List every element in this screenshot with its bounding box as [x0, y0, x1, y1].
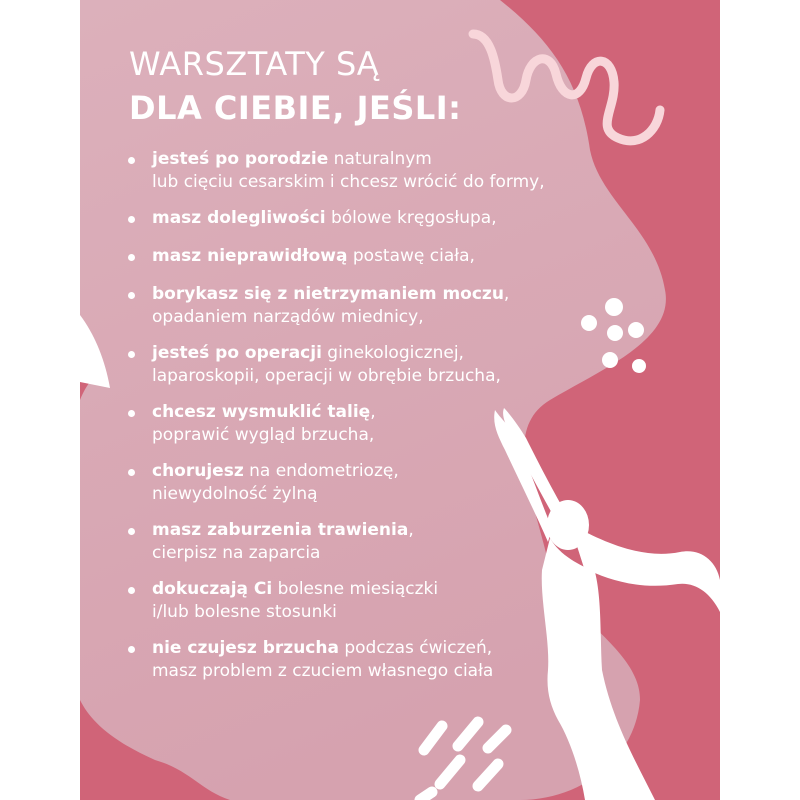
- heading-line-2: DLA CIEBIE, JEŚLI:: [129, 89, 462, 127]
- list-item-continuation: lub cięciu cesarskim i chcesz wrócić do formy,: [152, 172, 545, 192]
- list-item-bold: dokuczają Ci: [152, 579, 273, 599]
- list-item-bold: borykasz się z nietrzymaniem moczu: [152, 284, 504, 304]
- list-item: [122, 245, 562, 268]
- list-item-continuation: opadaniem narządów miednicy,: [152, 307, 424, 327]
- list-item-bold: chcesz wysmuklić talię: [152, 402, 371, 422]
- list-item-text: na endometriozę,: [243, 461, 399, 481]
- list-item-text: postawę ciała,: [347, 246, 475, 266]
- benefit-list: [122, 148, 562, 696]
- poster: [80, 0, 720, 800]
- list-item: [122, 637, 562, 683]
- list-item: [122, 283, 562, 329]
- list-item-bold: jesteś po operacji: [152, 343, 322, 363]
- list-item-bold: chorujesz: [152, 461, 244, 481]
- list-item-continuation: niewydolność żylną: [152, 484, 318, 504]
- list-item: [122, 148, 562, 194]
- list-item-continuation: masz problem z czuciem własnego ciała: [152, 661, 494, 681]
- list-item: [122, 207, 562, 230]
- list-item-bold: masz nieprawidłową: [152, 246, 348, 266]
- list-item-bold: masz zaburzenia trawienia: [152, 520, 409, 540]
- heading-line-1: WARSZTATY SĄ: [129, 45, 380, 83]
- list-item-text: naturalnym: [328, 149, 432, 169]
- list-item-continuation: cierpisz na zaparcia: [152, 543, 321, 563]
- list-item: [122, 342, 562, 388]
- list-item-text: bolesne miesiączki: [272, 579, 439, 599]
- list-item-text: ,: [503, 284, 510, 304]
- list-item-continuation: i/lub bolesne stosunki: [152, 602, 337, 622]
- list-item: [122, 519, 562, 565]
- list-item-text: bólowe kręgosłupa,: [325, 208, 497, 228]
- list-item-text: ,: [370, 402, 376, 422]
- list-item-bold: nie czujesz brzucha: [152, 638, 339, 658]
- list-item-text: ,: [408, 520, 414, 540]
- list-item-continuation: poprawić wygląd brzucha,: [152, 425, 375, 445]
- list-item: [122, 578, 562, 624]
- list-item: [122, 460, 562, 506]
- list-item-bold: masz dolegliwości: [152, 208, 326, 228]
- list-item-continuation: laparoskopii, operacji w obrębie brzucha,: [152, 366, 501, 386]
- list-item-bold: jesteś po porodzie: [152, 149, 329, 169]
- list-item-text: ginekologicznej,: [321, 343, 464, 363]
- list-item-text: podczas ćwiczeń,: [338, 638, 493, 658]
- list-item: [122, 401, 562, 447]
